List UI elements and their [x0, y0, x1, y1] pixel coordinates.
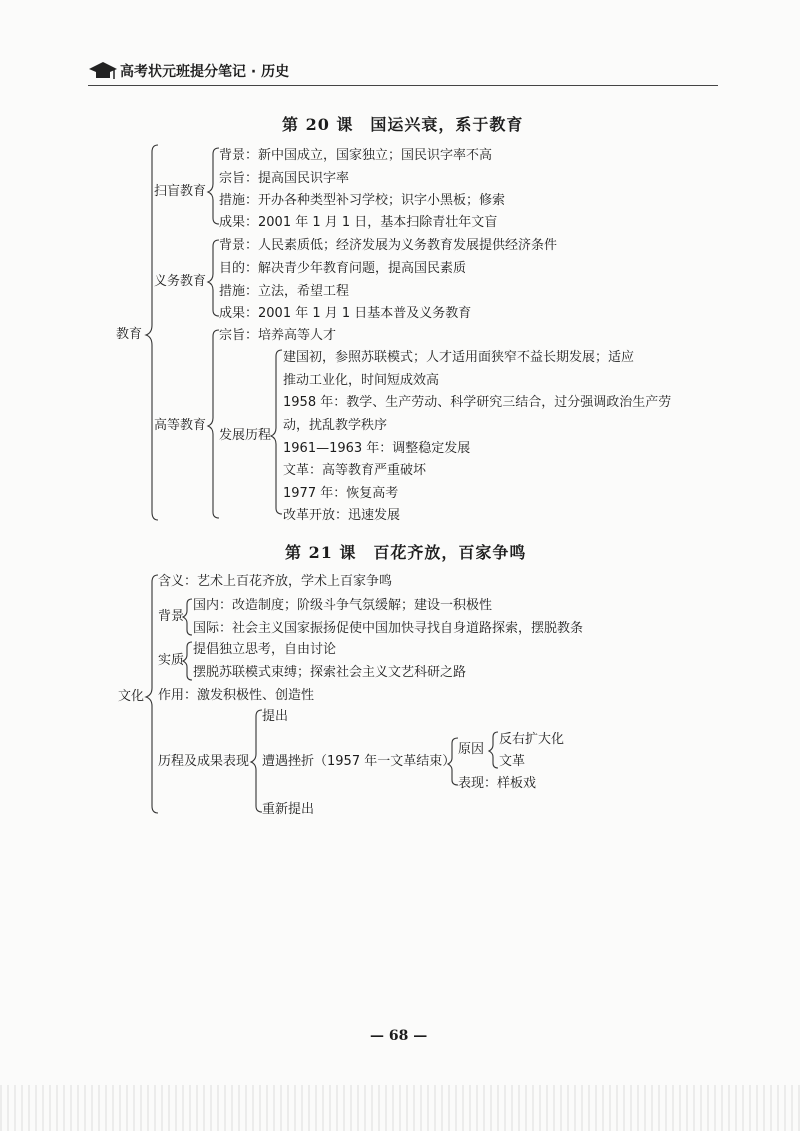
process-item: 1958 年：教学、生产劳动、科学研究三结合，过分强调政治生产劳 [283, 395, 672, 410]
higher-aim: 宗旨：培养高等人才 [219, 328, 337, 343]
process-label: 发展历程 [219, 428, 272, 443]
process-item: 建国初，参照苏联模式；人才适用面狭窄不益长期发展；适应 [283, 350, 635, 365]
history-reproposed: 重新提出 [262, 802, 315, 817]
literacy-label: 扫盲教育 [154, 184, 207, 199]
process-item: 动，扰乱教学秩序 [283, 418, 388, 433]
process-item: 改革开放：迅速发展 [283, 508, 401, 523]
page-number: — 68 — [370, 1028, 428, 1044]
background-item: 国内：改造制度；阶级斗争气氛缓解；建设一积极性 [193, 598, 493, 613]
literacy-item: 宗旨：提高国民识字率 [219, 171, 350, 186]
history-setback: 遭遇挫折（1957 年一文革结束） [262, 754, 456, 769]
essence-item: 摆脱苏联模式束缚；探索社会主义文艺科研之路 [193, 665, 467, 680]
cause-item: 反右扩大化 [499, 732, 565, 747]
compulsory-item: 成果：2001 年 1 月 1 日基本普及义务教育 [219, 306, 472, 321]
process-item: 推动工业化，时间短成效高 [283, 373, 440, 388]
essence-label: 实质 [158, 653, 185, 668]
manifestation: 表现：样板戏 [458, 776, 537, 791]
lesson-21-root-label: 文化 [118, 689, 145, 704]
essence-item: 提倡独立思考，自由讨论 [193, 642, 337, 657]
compulsory-item: 背景：人民素质低；经济发展为义务教育发展提供经济条件 [219, 238, 558, 253]
compulsory-item: 目的：解决青少年教育问题，提高国民素质 [219, 261, 467, 276]
background-label: 背景 [158, 609, 185, 624]
compulsory-item: 措施：立法，希望工程 [219, 284, 350, 299]
lesson-21-title: 第 21 课 百花齐放，百家争鸣 [285, 543, 527, 562]
lesson-20-root-label: 教育 [116, 327, 143, 342]
background-item: 国际：社会主义国家振扬促使中国加快寻找自身道路探索，摆脱教条 [193, 621, 584, 636]
scan-noise-strip [0, 1085, 800, 1131]
history-proposed: 提出 [262, 709, 289, 724]
cause-item: 文革 [499, 754, 526, 769]
cause-label: 原因 [458, 742, 485, 757]
process-item: 1977 年：恢复高考 [283, 486, 399, 501]
history-label: 历程及成果表现 [158, 754, 250, 769]
running-title: 高考状元班提分笔记 · 历史 [120, 64, 290, 80]
literacy-item: 背景：新中国成立，国家独立；国民识字率不高 [219, 148, 493, 163]
lesson-20-title: 第 20 课 国运兴衰，系于教育 [282, 115, 524, 134]
higher-label: 高等教育 [154, 418, 207, 433]
meaning: 含义：艺术上百花齐放，学术上百家争鸣 [158, 574, 393, 589]
process-item: 1961—1963 年：调整稳定发展 [283, 441, 471, 456]
literacy-item: 措施：开办各种类型补习学校；识字小黑板；修索 [219, 193, 506, 208]
effect: 作用：激发积极性、创造性 [158, 688, 315, 703]
process-item: 文革：高等教育严重破坏 [283, 463, 427, 478]
compulsory-label: 义务教育 [154, 274, 207, 289]
literacy-item: 成果：2001 年 1 月 1 日，基本扫除青壮年文盲 [219, 215, 498, 230]
